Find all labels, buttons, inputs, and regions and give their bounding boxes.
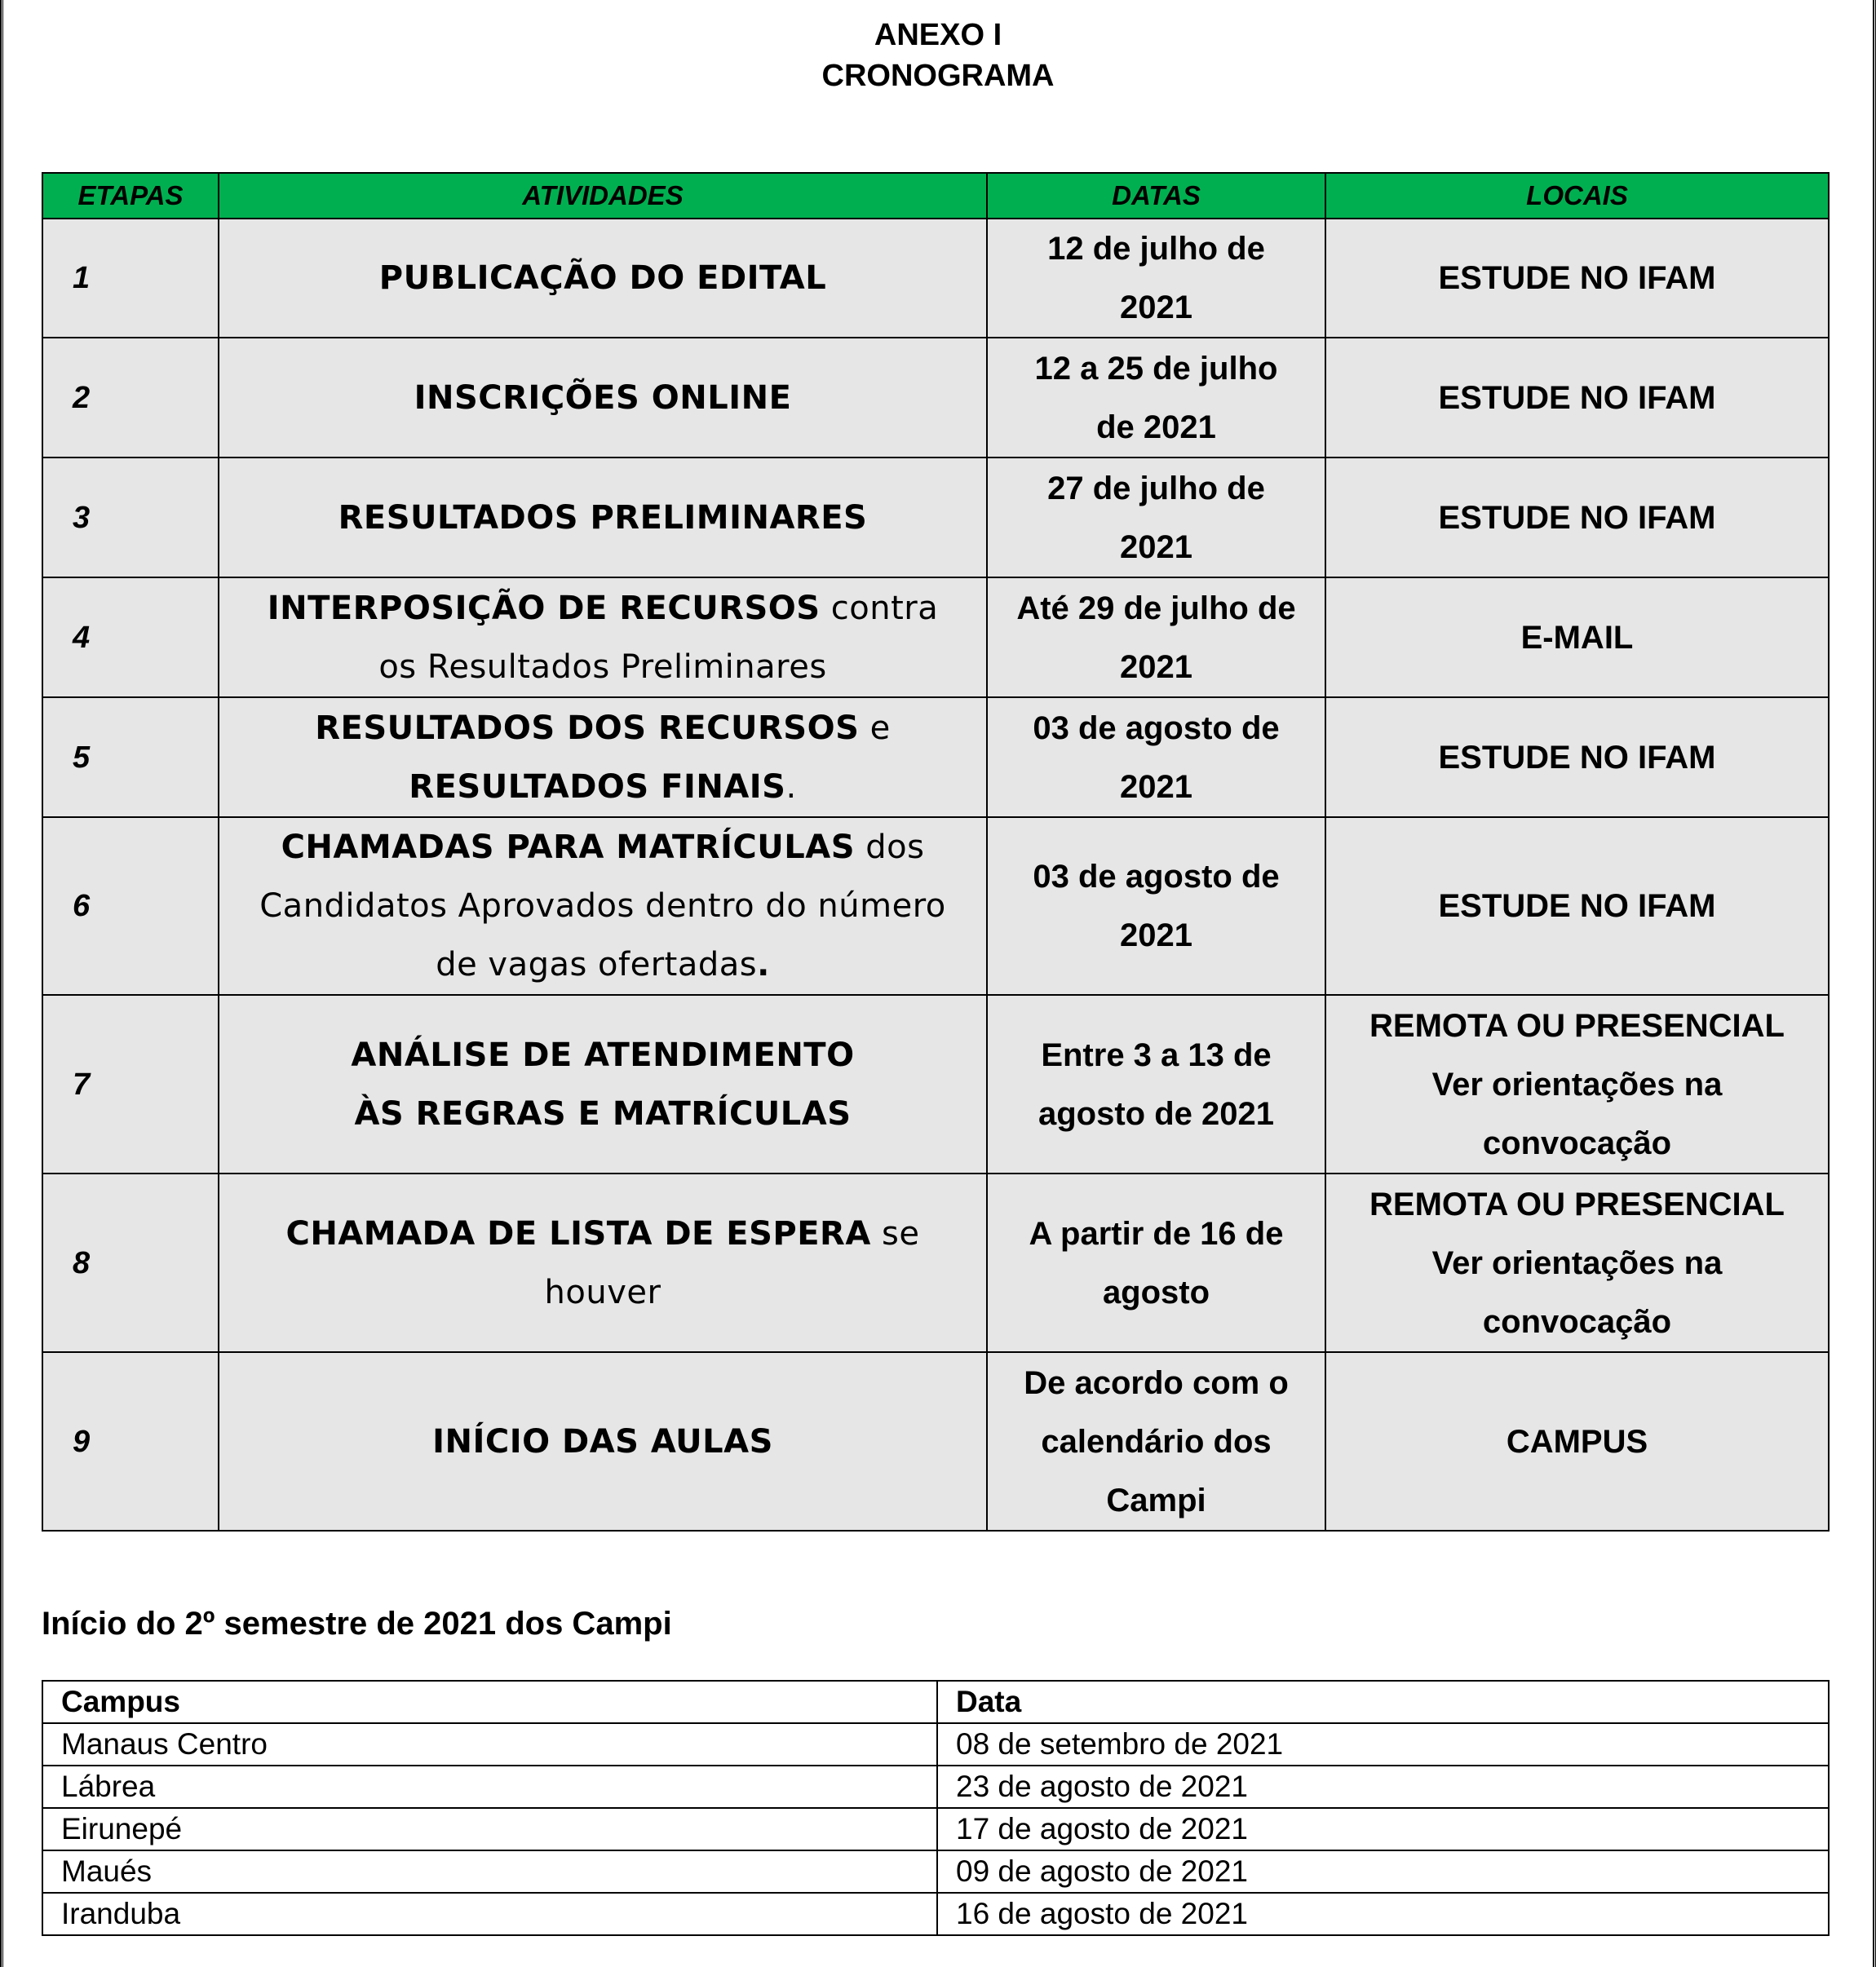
etapa-cell: 1 xyxy=(42,219,219,338)
local-cell xyxy=(1325,219,1829,338)
activity-line xyxy=(223,877,983,935)
activity-cell xyxy=(219,995,987,1174)
activity-cell xyxy=(219,1352,987,1531)
activity-cell xyxy=(219,697,987,817)
schedule-header-row xyxy=(42,173,1829,219)
local-line: REMOTA OU PRESENCIAL xyxy=(1369,1007,1785,1044)
date-line: 2021 xyxy=(1120,917,1192,953)
date-line: de 2021 xyxy=(1096,409,1216,445)
local-line: Ver orientações na xyxy=(1431,1066,1723,1103)
date-line: Até 29 de julho de xyxy=(1016,590,1296,626)
campus-cell: Maués xyxy=(42,1850,937,1893)
etapa-cell: 2 xyxy=(42,338,219,457)
local-line: ESTUDE NO IFAM xyxy=(1438,260,1716,296)
table-row xyxy=(42,995,1829,1174)
activity-text: RESULTADOS FINAIS xyxy=(409,767,786,806)
table-row xyxy=(42,1766,1829,1808)
activity-text: ANÁLISE DE ATENDIMENTO xyxy=(351,1036,855,1074)
table-row xyxy=(42,1174,1829,1352)
local-line: ESTUDE NO IFAM xyxy=(1438,499,1716,536)
activity-text: INTERPOSIÇÃO DE RECURSOS xyxy=(267,589,821,627)
date-cell xyxy=(987,697,1325,817)
date-cell xyxy=(987,457,1325,577)
local-cell xyxy=(1325,457,1829,577)
activity-text: . xyxy=(757,946,770,984)
local-cell xyxy=(1325,1352,1829,1531)
local-cell xyxy=(1325,697,1829,817)
etapa-cell: 3 xyxy=(42,457,219,577)
activity-line xyxy=(223,369,983,427)
date-line: Entre 3 a 13 de xyxy=(1041,1037,1272,1073)
date-line: agosto de 2021 xyxy=(1038,1095,1274,1132)
campus-cell: Iranduba xyxy=(42,1893,937,1935)
header-datas: DATAS xyxy=(987,173,1325,219)
date-line: 2021 xyxy=(1120,290,1192,325)
table-row xyxy=(42,1850,1829,1893)
schedule-table xyxy=(42,172,1830,1532)
campus-date-cell: 16 de agosto de 2021 xyxy=(937,1893,1829,1935)
activity-line xyxy=(223,638,983,696)
activity-cell xyxy=(219,1174,987,1352)
date-line: 03 de agosto de xyxy=(1033,859,1280,895)
date-line: 27 de julho de xyxy=(1047,470,1265,506)
date-line: A partir de 16 de xyxy=(1029,1215,1284,1252)
date-line: 2021 xyxy=(1120,648,1192,685)
activity-text: INSCRIÇÕES ONLINE xyxy=(414,378,792,417)
local-cell xyxy=(1325,1174,1829,1352)
campi-header-row xyxy=(42,1681,1829,1723)
activity-line xyxy=(223,579,983,638)
date-cell xyxy=(987,1352,1325,1531)
page-border-left xyxy=(0,0,3,1967)
date-line: Campi xyxy=(1106,1482,1206,1518)
activity-line xyxy=(223,1263,983,1322)
activity-line xyxy=(223,1205,983,1263)
activity-cell xyxy=(219,577,987,697)
semester-section-title: Início do 2º semestre de 2021 dos Campi xyxy=(42,1606,672,1642)
activity-cell xyxy=(219,338,987,457)
date-line: calendário dos xyxy=(1041,1423,1272,1460)
date-line: 2021 xyxy=(1120,528,1192,565)
activity-text: de vagas ofertadas xyxy=(436,946,758,984)
local-cell xyxy=(1325,817,1829,995)
header-campus: Campus xyxy=(42,1681,937,1723)
local-line: E-MAIL xyxy=(1520,619,1634,656)
etapa-cell: 5 xyxy=(42,697,219,817)
date-line: De acordo com o xyxy=(1024,1364,1289,1401)
activity-cell xyxy=(219,817,987,995)
campus-date-cell: 17 de agosto de 2021 xyxy=(937,1808,1829,1850)
table-row xyxy=(42,1808,1829,1850)
schedule-title: CRONOGRAMA xyxy=(821,59,1055,93)
header-locais: LOCAIS xyxy=(1325,173,1829,219)
activity-text: CHAMADA DE LISTA DE ESPERA xyxy=(285,1214,871,1253)
table-row xyxy=(42,338,1829,457)
campus-date-cell: 23 de agosto de 2021 xyxy=(937,1766,1829,1808)
activity-line xyxy=(223,1085,983,1143)
document-title xyxy=(0,15,1876,96)
local-line: convocação xyxy=(1482,1303,1672,1340)
date-cell xyxy=(987,995,1325,1174)
activity-line xyxy=(223,818,983,877)
header-data: Data xyxy=(937,1681,1829,1723)
activity-line xyxy=(223,488,983,547)
date-cell xyxy=(987,219,1325,338)
campus-date-cell: 09 de agosto de 2021 xyxy=(937,1850,1829,1893)
header-atividades: ATIVIDADES xyxy=(219,173,987,219)
date-cell xyxy=(987,817,1325,995)
activity-line xyxy=(223,1412,983,1471)
table-row xyxy=(42,697,1829,817)
activity-text: . xyxy=(785,767,797,806)
campus-cell: Lábrea xyxy=(42,1766,937,1808)
local-line: ESTUDE NO IFAM xyxy=(1438,739,1716,776)
campus-cell: Eirunepé xyxy=(42,1808,937,1850)
campi-table xyxy=(42,1680,1830,1936)
table-row xyxy=(42,457,1829,577)
activity-text: PUBLICAÇÃO DO EDITAL xyxy=(378,259,827,297)
activity-text: contra xyxy=(820,589,939,627)
campi-body xyxy=(42,1723,1829,1935)
local-cell xyxy=(1325,338,1829,457)
date-line: 03 de agosto de xyxy=(1033,709,1280,746)
local-line: convocação xyxy=(1482,1125,1672,1161)
etapa-cell: 8 xyxy=(42,1174,219,1352)
table-row xyxy=(42,817,1829,995)
etapa-cell: 9 xyxy=(42,1352,219,1531)
activity-text: Candidatos Aprovados dentro do número xyxy=(259,887,946,925)
activity-text: houver xyxy=(544,1273,661,1311)
local-line: ESTUDE NO IFAM xyxy=(1438,888,1716,924)
activity-text: ÀS REGRAS E MATRÍCULAS xyxy=(354,1094,852,1133)
date-cell xyxy=(987,338,1325,457)
activity-line xyxy=(223,699,983,758)
campus-date-cell: 08 de setembro de 2021 xyxy=(937,1723,1829,1766)
table-row xyxy=(42,219,1829,338)
header-etapas: ETAPAS xyxy=(42,173,219,219)
local-line: ESTUDE NO IFAM xyxy=(1438,379,1716,416)
date-line: agosto xyxy=(1102,1274,1210,1311)
local-line: REMOTA OU PRESENCIAL xyxy=(1369,1186,1785,1222)
local-cell xyxy=(1325,995,1829,1174)
etapa-cell: 7 xyxy=(42,995,219,1174)
local-line: Ver orientações na xyxy=(1431,1244,1723,1281)
etapa-cell: 6 xyxy=(42,817,219,995)
page-border-right xyxy=(1873,0,1876,1967)
activity-line xyxy=(223,249,983,307)
activity-text: e xyxy=(859,709,891,747)
activity-text: RESULTADOS DOS RECURSOS xyxy=(315,709,860,747)
date-cell xyxy=(987,577,1325,697)
activity-cell xyxy=(219,457,987,577)
date-cell xyxy=(987,1174,1325,1352)
table-row xyxy=(42,1723,1829,1766)
annex-title: ANEXO I xyxy=(874,18,1002,52)
table-row xyxy=(42,1893,1829,1935)
local-line: CAMPUS xyxy=(1506,1423,1648,1460)
date-line: 12 de julho de xyxy=(1047,231,1265,267)
activity-text: se xyxy=(870,1214,920,1253)
activity-text: dos xyxy=(855,829,925,866)
table-row xyxy=(42,577,1829,697)
table-row xyxy=(42,1352,1829,1531)
date-line: 12 a 25 de julho xyxy=(1034,350,1278,387)
campus-cell: Manaus Centro xyxy=(42,1723,937,1766)
activity-text: INÍCIO DAS AULAS xyxy=(432,1422,773,1461)
activity-cell xyxy=(219,219,987,338)
local-cell xyxy=(1325,577,1829,697)
activity-text: os Resultados Preliminares xyxy=(378,648,827,686)
activity-text: CHAMADAS PARA MATRÍCULAS xyxy=(281,829,856,866)
activity-text: RESULTADOS PRELIMINARES xyxy=(338,498,868,537)
etapa-cell: 4 xyxy=(42,577,219,697)
schedule-body xyxy=(42,219,1829,1531)
date-line: 2021 xyxy=(1120,768,1192,805)
activity-line xyxy=(223,758,983,816)
activity-line xyxy=(223,1026,983,1085)
activity-line xyxy=(223,935,983,994)
